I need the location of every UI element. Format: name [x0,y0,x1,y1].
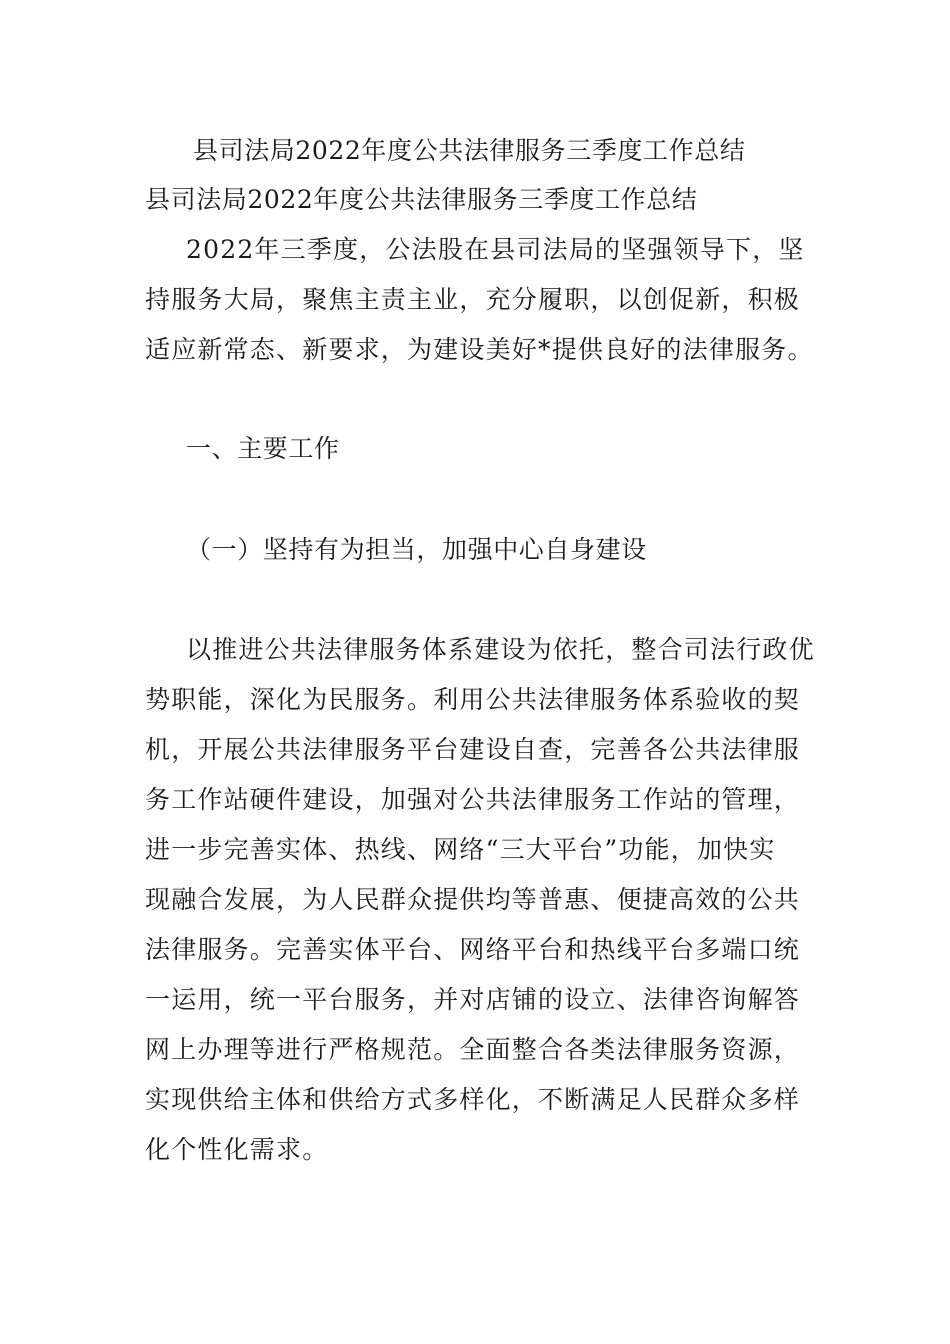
body-line-8: 一运用，统一平台服务，并对店铺的设立、法律咨询解答 [145,985,801,1014]
body-line-11: 化个性化需求。 [145,1135,329,1164]
body-line-4: 务工作站硬件建设，加强对公共法律服务工作站的管理， [145,785,801,814]
body-line-6: 现融合发展，为人民群众提供均等普惠、便捷高效的公共 [145,885,801,914]
document-title: 县司法局2022年度公共法律服务三季度工作总结 [193,136,746,165]
intro-line-3: 适应新常态、新要求，为建设美好*提供良好的法律服务。 [145,335,814,364]
body-line-9: 网上办理等进行严格规范。全面整合各类法律服务资源， [145,1035,801,1064]
body-line-2: 势职能，深化为民服务。利用公共法律服务体系验收的契 [145,685,801,714]
intro-line-2: 持服务大局，聚焦主责主业，充分履职，以创促新，积极 [145,285,801,314]
body-line-3: 机，开展公共法律服务平台建设自查，完善各公共法律服 [145,735,801,764]
subsection-heading-1: （一）坚持有为担当，加强中心自身建设 [186,535,647,564]
body-line-5: 进一步完善实体、热线、网络“三大平台”功能，加快实 [145,835,776,864]
document-title-repeat: 县司法局2022年度公共法律服务三季度工作总结 [145,185,698,214]
body-line-7: 法律服务。完善实体平台、网络平台和热线平台多端口统 [145,935,801,964]
section-heading-main-work: 一、主要工作 [186,434,340,463]
body-line-1: 以推进公共法律服务体系建设为依托，整合司法行政优 [186,635,815,664]
intro-line-1: 2022年三季度，公法股在县司法局的坚强领导下，坚 [186,235,805,264]
body-line-10: 实现供给主体和供给方式多样化，不断满足人民群众多样 [145,1085,801,1114]
